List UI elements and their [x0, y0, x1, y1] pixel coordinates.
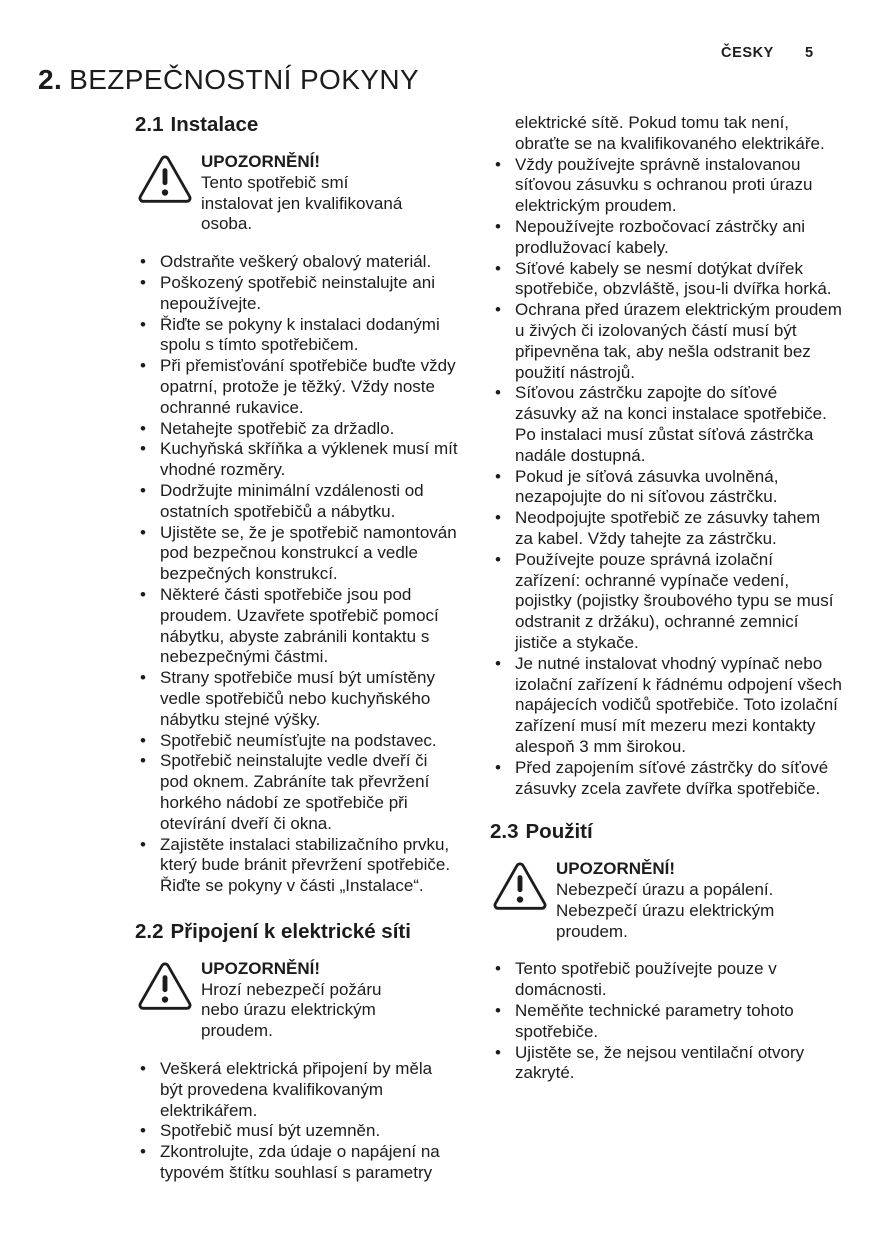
- section-number: 2.2: [135, 919, 164, 943]
- list-item: • Je nutné instalovat vhodný vypínač nebo izolační zařízení k řádnému odpojení všech napájecích vodičů spotřebiče. Toto izolační zařízení musí mít mezeru mezi kontakty alespoň 3 mm širokou.: [490, 654, 842, 758]
- warning-line: osoba.: [201, 214, 253, 234]
- section-heading-2-1: [135, 113, 459, 137]
- section-heading-2-3: [490, 820, 842, 844]
- list-item: • Strany spotřebiče musí být umístěny vedle spotřebičů nebo kuchyňského nábytku stejné výšky.: [135, 668, 459, 730]
- section-number: 2.1: [135, 113, 164, 136]
- electrical-bullet-list-left: [135, 1059, 459, 1184]
- list-item: • Dodržujte minimální vzdálenosti od ostatních spotřebičů a nábytku.: [135, 481, 459, 523]
- warning-triangle-icon: [492, 861, 548, 911]
- chapter-title-text: BEZPEČNOSTNÍ POKYNY: [69, 64, 420, 95]
- list-item: • Pokud je síťová zásuvka uvolněná, nezapojujte do ni síťovou zástrčku.: [490, 467, 842, 509]
- list-item: • Síťovou zástrčku zapojte do síťové zásuvky až na konci instalace spotřebiče. Po instalaci musí zůstat síťová zástrčka nadále dostupná.: [490, 383, 842, 466]
- list-item: • Poškozený spotřebič neinstalujte ani nepoužívejte.: [135, 273, 459, 315]
- list-item: • Nepoužívejte rozbočovací zástrčky ani prodlužovací kabely.: [490, 217, 842, 259]
- warning-line: Hrozí nebezpečí požáru: [201, 979, 382, 999]
- electrical-bullet-list-right: [490, 155, 842, 800]
- list-item: • Zajistěte instalaci stabilizačního prvku, který bude bránit převržení spotřebiče. Řiďte se pokyny v části „Instalace“.: [135, 835, 459, 897]
- list-item: • Spotřebič musí být uzemněn.: [135, 1121, 459, 1142]
- warning-triangle-icon: [137, 154, 193, 204]
- header-page-number: 5: [805, 45, 814, 61]
- list-item: • Netahejte spotřebič za držadlo.: [135, 419, 459, 440]
- right-column: [490, 113, 842, 1184]
- list-item: • Řiďte se pokyny k instalaci dodanými spolu s tímto spotřebičem.: [135, 315, 459, 357]
- section-number: 2.3: [490, 820, 519, 844]
- left-column: [135, 113, 459, 1184]
- warning-title: UPOZORNĚNÍ!: [556, 859, 675, 879]
- list-item: • Vždy používejte správně instalovanou síťovou zásuvku s ochranou proti úrazu elektrickým proudem.: [490, 155, 842, 217]
- header-language: ČESKY: [721, 45, 774, 61]
- list-item: • Kuchyňská skříňka a výklenek musí mít vhodné rozměry.: [135, 439, 459, 481]
- warning-box-installation: [135, 152, 459, 235]
- warning-line: proudem.: [556, 921, 628, 941]
- list-item: • Veškerá elektrická připojení by měla být provedena kvalifikovaným elektrikářem.: [135, 1059, 459, 1121]
- warning-line: proudem.: [201, 1021, 273, 1041]
- warning-text-block: [556, 859, 782, 942]
- section-title-text: Instalace: [170, 113, 259, 136]
- warning-text-block: [201, 152, 427, 235]
- chapter-number: 2.: [38, 64, 63, 95]
- continuation-text: elektrické sítě. Pokud tomu tak není, obraťte se na kvalifikovaného elektrikáře.: [515, 113, 825, 153]
- list-item: • Používejte pouze správná izolační zařízení: ochranné vypínače vedení, pojistky (pojistky šroubového typu se musí odstranit z držáku), ochranné zemnicí jističe a stykače.: [490, 550, 842, 654]
- warning-text-block: [201, 959, 427, 1042]
- list-item: • Neodpojujte spotřebič ze zásuvky tahem za kabel. Vždy tahejte za zástrčku.: [490, 508, 842, 550]
- section-title-text: Použití: [525, 820, 593, 844]
- warning-line: instalovat jen kvalifikovaná: [201, 193, 403, 213]
- warning-title: UPOZORNĚNÍ!: [201, 958, 320, 978]
- list-item: • Odstraňte veškerý obalový materiál.: [135, 252, 459, 273]
- list-item: • Před zapojením síťové zástrčky do síťové zásuvky zcela zavřete dvířka spotřebiče.: [490, 758, 842, 800]
- list-item: • Ujistěte se, že nejsou ventilační otvory zakryté.: [490, 1043, 842, 1085]
- use-bullet-list: [490, 959, 842, 1084]
- warning-box-electrical: [135, 959, 459, 1042]
- warning-line: nebo úrazu elektrickým: [201, 1000, 376, 1020]
- list-item: • Zkontrolujte, zda údaje o napájení na typovém štítku souhlasí s parametry: [135, 1142, 459, 1184]
- warning-title: UPOZORNĚNÍ!: [201, 152, 320, 171]
- installation-bullet-list: [135, 252, 459, 897]
- warning-box-use: [490, 859, 842, 942]
- list-item: • Neměňte technické parametry tohoto spotřebiče.: [490, 1001, 842, 1043]
- two-column-layout: [135, 113, 842, 1184]
- chapter-title: [38, 64, 419, 96]
- list-item: • Spotřebič neinstalujte vedle dveří či pod oknem. Zabráníte tak převržení horkého nádobí ze spotřebiče při otevírání dveří či okna.: [135, 751, 459, 834]
- section-heading-2-2: [135, 920, 459, 944]
- list-item: • Ochrana před úrazem elektrickým proudem u živých či izolovaných částí musí být připevněna tak, aby nešla odstranit bez použití nástrojů.: [490, 300, 842, 383]
- warning-line: Nebezpečí úrazu elektrickým: [556, 900, 775, 920]
- warning-line: Nebezpečí úrazu a popálení.: [556, 880, 774, 900]
- list-item: • Ujistěte se, že je spotřebič namontován pod bezpečnou konstrukcí a vedle bezpečných konstrukcí.: [135, 523, 459, 585]
- section-title-text: Připojení k elektrické síti: [170, 919, 411, 943]
- list-item: • Některé části spotřebiče jsou pod proudem. Uzavřete spotřebič pomocí nábytku, abyste zabránili kontaktu s nebezpečnými částmi.: [135, 585, 459, 668]
- list-item: • Tento spotřebič používejte pouze v domácnosti.: [490, 959, 842, 1001]
- list-item: • Spotřebič neumísťujte na podstavec.: [135, 731, 459, 752]
- list-item: • Při přemisťování spotřebiče buďte vždy opatrní, protože je těžký. Vždy noste ochranné rukavice.: [135, 356, 459, 418]
- list-item: • Síťové kabely se nesmí dotýkat dvířek spotřebiče, obzvláště, jsou-li dvířka horká.: [490, 259, 842, 301]
- warning-triangle-icon: [137, 961, 193, 1011]
- warning-line: Tento spotřebič smí: [201, 172, 349, 192]
